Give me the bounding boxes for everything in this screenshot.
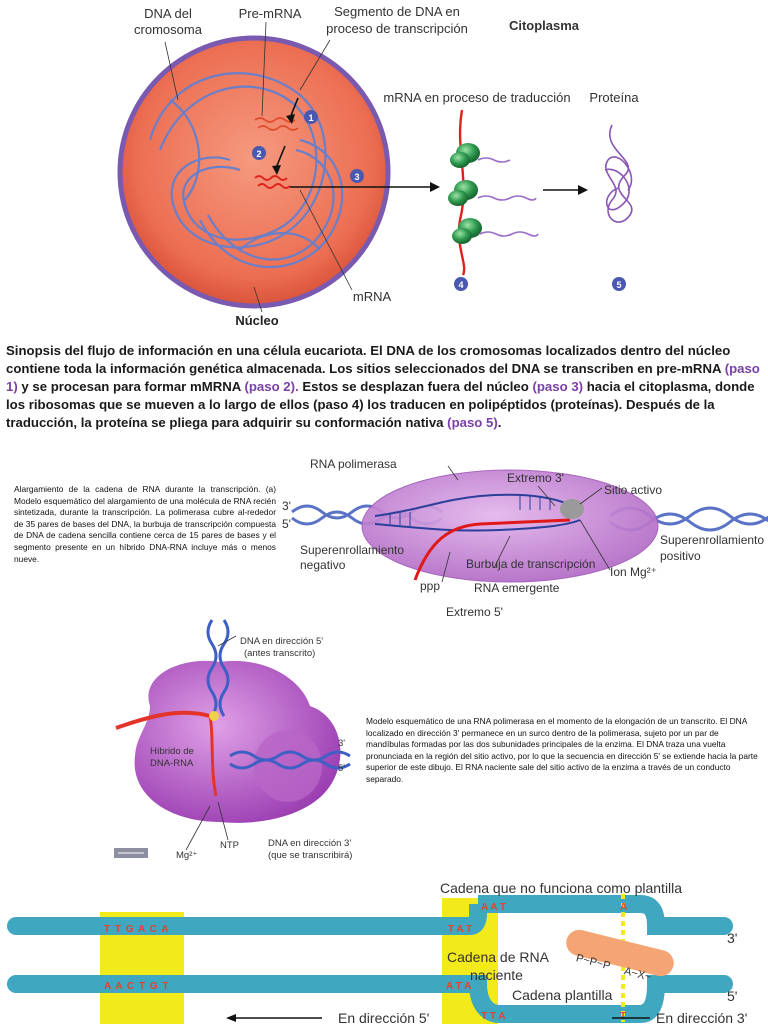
label-5prime: 5' (338, 763, 346, 774)
label-dna5-1: DNA en dirección 5' (240, 636, 324, 647)
label-positive-2: positivo (660, 549, 701, 563)
ribosome (448, 180, 478, 206)
figure-2-caption: Alargamiento de la cadena de RNA durante la transcripción. (a) Modelo esquemático del alargamiento de una molécula de RNA recién sintetizada, durante la transcripción. La polimerasa cubre al-rededor de 35 pares de bases del DNA, la burbuja de transcripción compuesta de DNA de cadena sencilla contiene cerca de 15 pares de bases y el segmento presente en un híbrido DNA-RNA incluye más o menos nueve. (14, 484, 276, 564)
label-5prime: 5' (727, 988, 738, 1004)
step-badge-3 (350, 169, 364, 183)
active-site-mg (209, 711, 219, 721)
seq-a-small: A (620, 902, 628, 913)
seq-tta: T T A (481, 1011, 506, 1022)
label-cytoplasm: Citoplasma (508, 18, 580, 33)
label-nucleus: Núcleo (235, 313, 279, 328)
label-rna-2: naciente (470, 967, 523, 983)
seq-ata: A T A (446, 981, 472, 992)
step-badge-1 (304, 110, 318, 124)
label-active-site: Sitio activo (604, 483, 663, 497)
label-ppp: ppp (420, 579, 441, 593)
folded-protein (605, 125, 632, 222)
label-3prime: 3' (727, 930, 738, 946)
nascent-polypeptide (478, 196, 536, 200)
label-protein: Proteína (589, 90, 639, 105)
nascent-polypeptide (480, 232, 538, 236)
label-segment-1: Segmento de DNA en (334, 4, 460, 19)
label-ax: A~X~ (622, 965, 653, 984)
label-hybrid-1: Híbrido de (150, 746, 194, 757)
label-chromosome-dna-1: DNA del (144, 6, 192, 21)
fold-arrowhead (578, 185, 588, 195)
label-end-3: Extremo 3' (507, 471, 564, 485)
svg-text:5: 5 (616, 280, 622, 290)
step-badge-4 (454, 277, 468, 291)
svg-text:4: 4 (458, 280, 464, 290)
top-strand-bubble (478, 904, 724, 926)
step-badge-2 (252, 146, 266, 160)
label-pre-mrna: Pre-mRNA (238, 6, 302, 21)
seq-ttgaca: T T G A C A (104, 924, 170, 935)
figure-1-caption: Sinopsis del flujo de información en una célula eucariota. El DNA de los cromosomas localizados dentro del núcleo contiene toda la información genética almacenada. Los sitios seleccionados del DNA se transcriben en pre-mRNA (paso 1) y se procesan para formar mMRNA (paso 2). Estos se desplazan fuera del núcleo (paso 3) hacia el citoplasma, donde los ribosomas que se mueven a lo largo de ellos (paso 4) los traducen en polipéptidos (proteínas). Después de la traducción, la proteína se pliega para adquirir su conformación nativa (paso 5). (6, 343, 760, 430)
seq-t-small: T (620, 1011, 627, 1022)
ribosome (450, 143, 480, 168)
label-dna3-1: DNA en dirección 3' (268, 838, 352, 849)
polymerase-jaw (254, 730, 322, 802)
label-negative-2: negativo (300, 558, 346, 572)
figure-2-elongation (280, 440, 768, 620)
label-hybrid-2: DNA-RNA (150, 758, 194, 769)
label-chromosome-dna-2: cromosoma (134, 22, 202, 37)
svg-text:2: 2 (256, 149, 262, 159)
label-dir5: En dirección 5' (338, 1010, 430, 1024)
label-3prime: 3' (338, 738, 346, 749)
seq-aactgt: A A C T G T (104, 981, 170, 992)
label-5prime: 5' (282, 517, 291, 531)
seq-tat: T A T (448, 924, 473, 935)
label-positive-1: Superenrollamiento (660, 533, 765, 547)
label-translating: mRNA en proceso de traducción (383, 90, 571, 105)
nascent-polypeptide (478, 158, 510, 162)
label-dna5-2: (antes transcrito) (244, 648, 316, 659)
label-mg: Ion Mg²⁺ (610, 565, 658, 579)
figure-1-info-flow (0, 0, 768, 335)
label-dna3-2: (que se transcribirá) (268, 850, 353, 861)
label-bubble: Burbuja de transcripción (466, 557, 596, 571)
label-mrna: mRNA (352, 289, 392, 304)
label-template: Cadena plantilla (512, 987, 613, 1003)
figure-3-polymerase-model (110, 616, 370, 872)
export-arrowhead (430, 182, 440, 192)
seq-aat: A A T (481, 902, 506, 913)
step-badge-5 (612, 277, 626, 291)
ribosome (452, 218, 482, 244)
label-3prime: 3' (282, 499, 291, 513)
label-rna-polymerase: RNA polimerasa (310, 457, 397, 471)
label-dir3: En dirección 3' (656, 1010, 748, 1024)
active-site (560, 499, 584, 519)
svg-text:1: 1 (308, 113, 314, 123)
svg-text:3: 3 (354, 172, 360, 182)
figure-3-caption: Modelo esquemático de una RNA polimerasa en el momento de la elongación de un transcrito. El DNA localizado en dirección 3' permanece en un surco dentro de la polimerasa, sujeto por un par de mandíbulas formadas por las dos subunidades principales de la enzima. El DNA traza una vuelta pronunciada en la región del sitio activo, por lo que la secuencia en dirección 5' se extiende hacia la parte superior de este dibujo. El RNA naciente sale del sitio activo de la enzima a través de un conducto separado. (366, 716, 758, 784)
figure-4-transcription-bubble (0, 872, 768, 1024)
label-negative-1: Superenrollamiento (300, 543, 405, 557)
label-segment-2: proceso de transcripción (326, 21, 468, 36)
label-emerging-rna: RNA emergente (474, 581, 560, 595)
label-nontemplate: Cadena que no funciona como plantilla (440, 880, 683, 896)
label-ppp: P~P~P (574, 952, 612, 973)
label-end-5: Extremo 5' (446, 605, 503, 619)
label-mg: Mg²⁺ (176, 850, 198, 861)
label-ntp: NTP (220, 840, 239, 851)
label-rna-1: Cadena de RNA (447, 949, 549, 965)
